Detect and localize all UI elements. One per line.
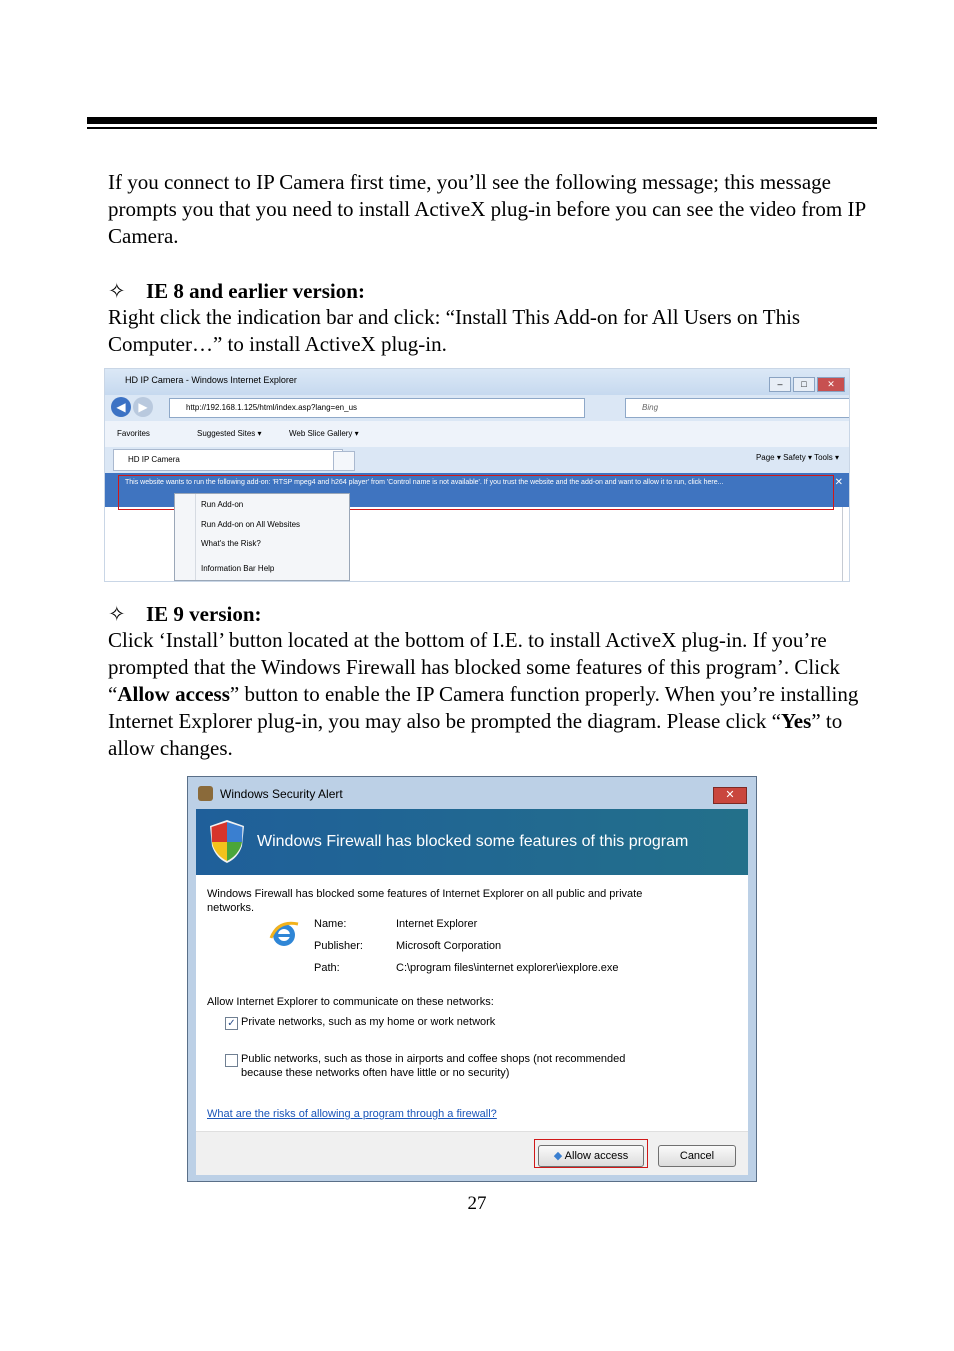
allow-access-button[interactable] bbox=[538, 1145, 644, 1167]
ie8-screenshot bbox=[104, 368, 850, 582]
allow-networks-label: Allow Internet Explorer to communicate on these networks: bbox=[207, 996, 494, 1008]
tab-row bbox=[105, 447, 849, 473]
dialog-banner bbox=[196, 809, 748, 875]
header-rule-thick bbox=[87, 117, 877, 124]
dialog-title: Windows Security Alert bbox=[220, 787, 343, 801]
dialog-footer bbox=[196, 1131, 748, 1175]
new-tab-button[interactable] bbox=[333, 451, 355, 471]
ie-window-title: HD IP Camera - Windows Internet Explorer bbox=[125, 375, 297, 385]
dialog-description: Windows Firewall has blocked some features of Internet Explorer on all public and private networks. bbox=[207, 888, 643, 914]
publisher-value: Microsoft Corporation bbox=[396, 940, 502, 952]
menu-item-help[interactable]: Information Bar Help bbox=[201, 564, 275, 573]
ie9-text-3: ” to allow changes. bbox=[108, 709, 843, 760]
minimize-icon[interactable]: – bbox=[769, 377, 791, 392]
ie9-heading bbox=[108, 601, 262, 628]
bullet-star-icon: ✧ bbox=[108, 279, 126, 303]
header-rule-thin bbox=[87, 127, 877, 129]
ie9-text-1: Click ‘Install’ button located at the bottom of I.E. to install ActiveX plug-in. If you’re prompted that the Windows Firewall has blocked some features of this program’. Click “ bbox=[108, 628, 840, 706]
firewall-risks-link[interactable]: What are the risks of allowing a program through a firewall? bbox=[207, 1108, 497, 1120]
name-value: Internet Explorer bbox=[396, 918, 478, 930]
context-menu bbox=[174, 493, 350, 581]
path-label: Path: bbox=[314, 962, 340, 974]
yes-bold: Yes bbox=[780, 709, 812, 733]
ie8-heading bbox=[108, 278, 365, 305]
path-value: C:\program files\internet explorer\iexplore.exe bbox=[396, 962, 619, 974]
close-icon[interactable]: ✕ bbox=[713, 787, 747, 804]
ie8-paragraph: Right click the indication bar and click: “Install This Add-on for All Users on This Computer…” to install ActiveX plug-in. bbox=[108, 305, 801, 356]
publisher-label: Publisher: bbox=[314, 940, 363, 952]
ie-title-bar bbox=[105, 369, 849, 395]
menu-item-risk[interactable]: What's the Risk? bbox=[201, 539, 261, 548]
address-bar[interactable]: http://192.168.1.125/html/index.asp?lang=en_us bbox=[169, 398, 585, 418]
window-controls bbox=[767, 374, 845, 392]
ie8-heading-text: IE 8 and earlier version: bbox=[146, 279, 365, 303]
bullet-star-icon: ✧ bbox=[108, 602, 126, 626]
menu-item-run-addon[interactable]: Run Add-on bbox=[201, 500, 244, 509]
search-box[interactable]: Bing bbox=[625, 398, 850, 418]
ie9-paragraph bbox=[108, 627, 868, 762]
ie9-text-2: ” button to enable the IP Camera function properly. When you’re installing Internet Explorer plug-in, you may also be prompted the diagram. Please click “ bbox=[108, 682, 859, 733]
cancel-button[interactable]: Cancel bbox=[658, 1145, 736, 1167]
ie-address-row bbox=[105, 395, 849, 421]
public-networks-checkbox[interactable] bbox=[225, 1054, 238, 1067]
infobar-text: This website wants to run the following add-on: 'RTSP mpeg4 and h264 player' from 'Control name is not available'. If you trust the website and the add-on and want to allow it to run, click here... bbox=[125, 479, 724, 486]
page-number: 27 bbox=[467, 1193, 487, 1214]
infobar-close-icon[interactable]: ✕ bbox=[834, 477, 843, 488]
security-icon bbox=[198, 786, 213, 801]
internet-explorer-icon bbox=[268, 918, 300, 950]
shield-icon bbox=[208, 818, 246, 864]
ie9-heading-text: IE 9 version: bbox=[146, 602, 262, 626]
maximize-icon[interactable]: □ bbox=[793, 377, 815, 392]
command-bar[interactable]: Page ▾ Safety ▾ Tools ▾ bbox=[755, 453, 839, 462]
scrollbar[interactable] bbox=[842, 507, 843, 581]
web-slice-link[interactable]: Web Slice Gallery ▾ bbox=[289, 429, 359, 438]
name-label: Name: bbox=[314, 918, 347, 930]
forward-arrow-icon[interactable]: ▶ bbox=[133, 397, 153, 417]
favorites-bar bbox=[105, 421, 849, 447]
banner-text: Windows Firewall has blocked some features of this program bbox=[257, 833, 689, 850]
browser-tab[interactable]: HD IP Camera bbox=[113, 449, 343, 471]
private-networks-label: Private networks, such as my home or work network bbox=[241, 1016, 496, 1028]
firewall-dialog bbox=[187, 776, 757, 1182]
allow-access-bold: Allow access bbox=[117, 682, 230, 706]
allow-access-label: Allow access bbox=[564, 1150, 629, 1162]
intro-paragraph: If you connect to IP Camera first time, you’ll see the following message; this message prompts you that you need to install ActiveX plug-in before you can see the video from IP Camera. bbox=[108, 170, 866, 248]
shield-small-icon: ◆ bbox=[553, 1150, 563, 1162]
suggested-sites-link[interactable]: Suggested Sites ▾ bbox=[197, 429, 262, 438]
back-arrow-icon[interactable]: ◀ bbox=[111, 397, 131, 417]
menu-gutter bbox=[195, 494, 196, 580]
close-icon[interactable]: ✕ bbox=[817, 377, 845, 392]
menu-item-run-all[interactable]: Run Add-on on All Websites bbox=[201, 520, 301, 529]
favorites-button[interactable]: Favorites bbox=[117, 429, 150, 438]
public-networks-label: Public networks, such as those in airports and coffee shops (not recommended because these networks often have little or no security) bbox=[241, 1053, 626, 1079]
private-networks-checkbox[interactable]: ✓ bbox=[225, 1017, 238, 1030]
dialog-body bbox=[196, 809, 748, 1174]
